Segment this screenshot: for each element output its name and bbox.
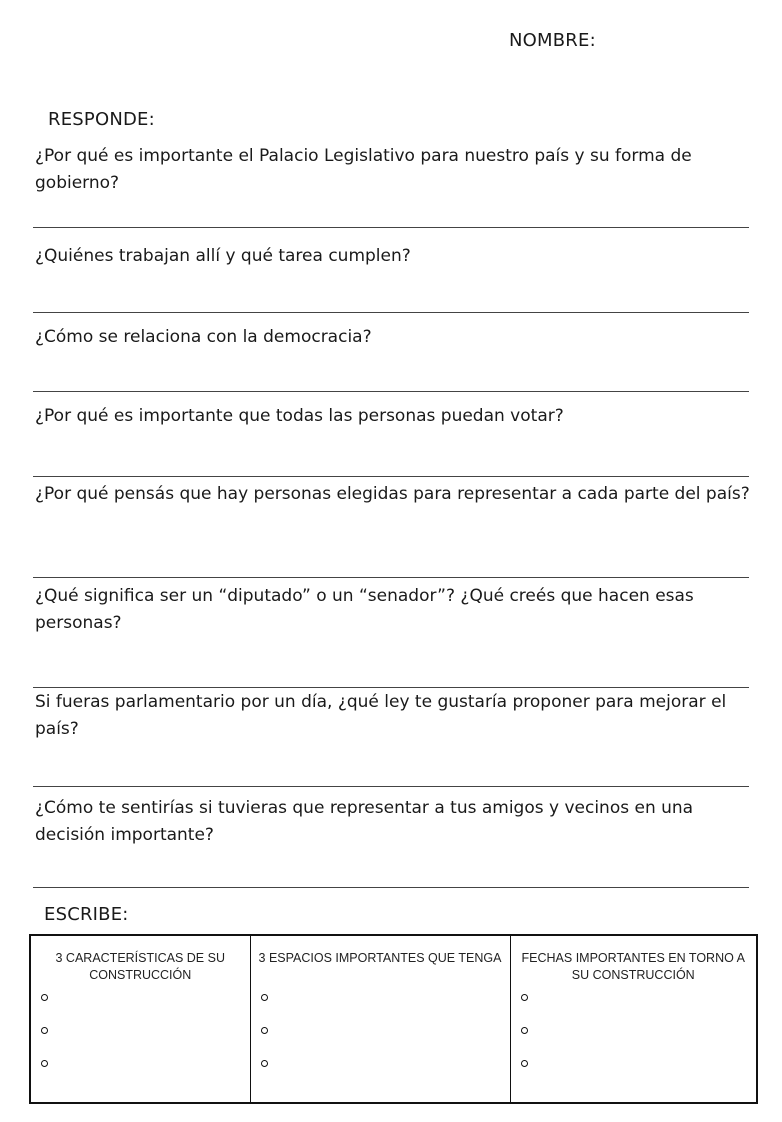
question-4: ¿Por qué es importante que todas las personas puedan votar? [35,406,564,426]
nombre-label: NOMBRE: [509,30,596,51]
circle-bullet-icon [41,1027,48,1034]
circle-bullet-icon [521,994,528,1001]
answer-line-1[interactable] [33,227,749,228]
responde-heading: RESPONDE: [48,109,155,130]
question-8: ¿Cómo te sentirías si tuvieras que representar a tus amigos y vecinos en una decisión importante? [35,798,694,845]
circle-bullet-icon [261,1060,268,1067]
bullet-slot[interactable] [521,1025,757,1058]
answer-line-5[interactable] [33,577,749,578]
answer-line-4[interactable] [33,476,749,477]
bullet-slot[interactable] [261,992,510,1025]
question-7: Si fueras parlamentario por un día, ¿qué ley te gustaría proponer para mejorar el país? [35,692,727,739]
column-important-dates [510,935,757,1103]
question-6: ¿Qué significa ser un “diputado” o un “senador”? ¿Qué creés que hacen esas personas? [35,586,694,633]
circle-bullet-icon [521,1027,528,1034]
answer-line-2[interactable] [33,312,749,313]
question-5: ¿Por qué pensás que hay personas elegidas para representar a cada parte del país? [35,484,750,504]
bullet-slot[interactable] [261,1025,510,1058]
circle-bullet-icon [41,1060,48,1067]
bullet-slot[interactable] [521,992,757,1025]
circle-bullet-icon [41,994,48,1001]
answer-line-6[interactable] [33,687,749,688]
circle-bullet-icon [521,1060,528,1067]
escribe-table [29,934,758,1104]
bullet-slot[interactable] [41,1058,250,1091]
question-3: ¿Cómo se relaciona con la democracia? [35,327,372,347]
escribe-heading: ESCRIBE: [44,904,129,925]
circle-bullet-icon [261,994,268,1001]
column-important-spaces [250,935,510,1103]
bullet-slot[interactable] [521,1058,757,1091]
column-construction-features [30,935,250,1103]
circle-bullet-icon [261,1027,268,1034]
bullet-slot[interactable] [41,992,250,1025]
column-header: 3 ESPACIOS IMPORTANTES QUE TENGA [258,951,502,965]
answer-line-8[interactable] [33,887,749,888]
question-1: ¿Por qué es importante el Palacio Legislativo para nuestro país y su forma de gobierno? [35,146,692,193]
question-2: ¿Quiénes trabajan allí y qué tarea cumplen? [35,246,411,266]
column-header: FECHAS IMPORTANTES EN TORNO A SU CONSTRUCCIÓN [521,951,745,982]
answer-line-7[interactable] [33,786,749,787]
bullet-slot[interactable] [261,1058,510,1091]
bullet-slot[interactable] [41,1025,250,1058]
column-header: 3 CARACTERÍSTICAS DE SU CONSTRUCCIÓN [55,951,225,982]
answer-line-3[interactable] [33,391,749,392]
